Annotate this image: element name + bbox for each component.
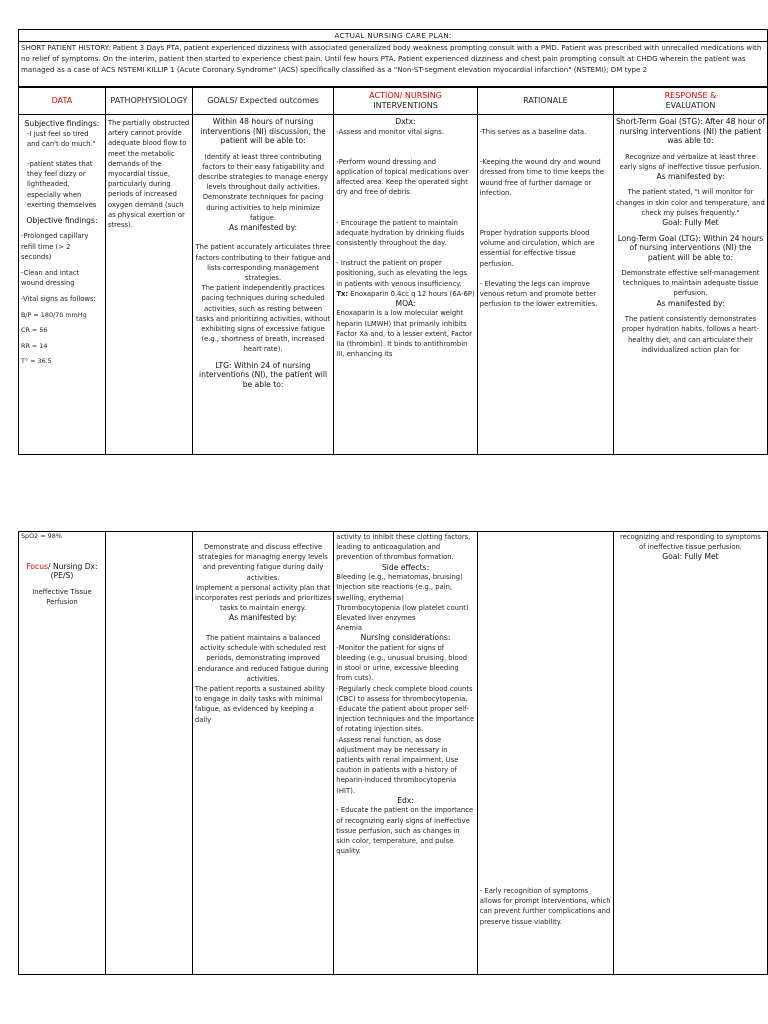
response-cell-continued: [613, 532, 767, 975]
table-header-row: [19, 88, 768, 115]
response-stg-text: Recognize and verbalize at least three early signs of ineffective tissue perfusion.: [619, 152, 762, 171]
stg-heading: Within 48 hours of nursing interventions (NI) discussion, the patient will be able to:: [200, 117, 326, 145]
nursing-consideration-1: -Monitor the patient for signs of bleeding (e.g., unusual bruising, blood in stool or urine, excessive bleeding from cuts).: [336, 643, 468, 683]
table-body-row: [19, 115, 768, 455]
goals-cell: [192, 115, 333, 455]
focus-nursing-dx: [21, 562, 103, 581]
focus-black: / Nursing Dx: (PE/S): [48, 561, 98, 581]
care-plan-table: [18, 87, 768, 455]
response-ltg-heading: Long-Term Goal (LTG): Within 24 hours of nursing interventions (NI) the patient will be able to:: [617, 233, 764, 262]
tx-text: Enoxaparin 0.4cc q 12 hours (6A-6P): [350, 289, 475, 298]
vital-bp: B/P = 180/70 mmHg: [21, 310, 87, 319]
moa-heading: MOA:: [395, 298, 416, 308]
action-cell: [334, 115, 478, 455]
action-header-red: ACTION/ NURSING: [369, 91, 442, 100]
data-cell: [19, 115, 106, 455]
response-ltg-evidence-continued: recognizing and responding to symptoms of ineffective tissue perfusion.: [619, 533, 761, 552]
side-effect-3: Thrombocytopenia (low platelet count): [336, 603, 469, 612]
action-header-black: INTERVENTIONS: [373, 101, 438, 110]
stg-evidence-2: The patient independently practices pacing techniques during scheduled activities, such as resting between tasks and prioritizing activities, without exhibiting signs of excessive fatigue (e.g., shortness of breath, increased heart rate).: [196, 284, 331, 354]
response-manifested-2: As manifested by:: [656, 298, 725, 308]
data-cell-continued: [19, 532, 106, 975]
edx-1: - Educate the patient on the importance of recognizing early signs of ineffective tissue perfusion, such as changes in skin color, temperature, and pulse quality.: [336, 806, 474, 856]
response-cell: [613, 115, 767, 455]
care-plan-page-1: [18, 29, 768, 455]
goals-cell-continued: [192, 532, 333, 975]
nursing-consideration-2: -Regularly check complete blood counts (CBC) to assess for thrombocytopenia.: [336, 684, 473, 703]
subjective-finding-1: -I just feel so tired and can't do much.": [27, 129, 96, 148]
side-effect-4: Elevated liver enzymes: [336, 613, 416, 622]
response-manifested-1: As manifested by:: [656, 171, 725, 181]
care-plan-table-continued: [18, 531, 768, 975]
ltg-heading: LTG: Within 24 of nursing interventions (NI), the patient will be able to:: [199, 360, 328, 389]
rationale-cell-continued: [477, 532, 613, 975]
col-header-action: [334, 88, 478, 115]
subjective-finding-2: -patient states that they feel dizzy or lightheaded, especially when exerting themselves: [27, 159, 97, 209]
rationale-4: - Elevating the legs can improve venous return and promote better perfusion to the lower extremities.: [479, 279, 598, 309]
objective-finding-1: -Prolonged capillary refill time (> 2 seconds): [21, 232, 89, 261]
objective-finding-3: -Vital signs as follows:: [21, 295, 96, 304]
ltg-goal-2: Implement a personal activity plan that incorporates rest periods and prioritizes tasks to maintain energy.: [195, 583, 332, 613]
col-header-goals: GOALS/ Expected outcomes: [192, 88, 333, 115]
goals-manifested-2: As manifested by:: [229, 613, 298, 623]
focus-red: Focus: [26, 561, 48, 571]
nursing-diagnosis: Ineffective Tissue Perfusion: [32, 587, 92, 606]
response-header-red: RESPONSE &: [664, 91, 717, 100]
side-effects-heading: Side effects:: [381, 562, 430, 572]
nursing-consideration-4: -Assess renal function, as dose adjustment may be necessary in patients with renal impairment. Use caution in patients with a history of heparin-induced thrombocytopenia (HIT).: [336, 735, 459, 795]
vital-spo2: SpO2 = 98%: [21, 532, 62, 540]
nursing-consideration-3: -Educate the patient about proper self-injection techniques and the importance of rotating injection sites.: [336, 705, 475, 734]
response-stg-quote: The patient stated, "I will monitor for changes in skin color and temperature, and check my pulses frequently.": [616, 188, 765, 217]
document-title: ACTUAL NURSING CARE PLAN:: [18, 29, 768, 41]
stg-evidence-1: The patient accurately articulates three factors contributing to their fatigue and lists corresponding management strategies.: [195, 243, 331, 283]
col-header-response: [613, 88, 767, 115]
response-stg-heading: Short-Term Goal (STG): After 48 hour of nursing interventions (NI) the patient was able to:: [615, 117, 765, 145]
table-body-row-continued: [19, 532, 768, 975]
edx-heading: Edx:: [397, 795, 414, 805]
ltg-evidence-1: The patient maintains a balanced activity schedule with scheduled rest periods, demonstrating improved endurance and reduced fatigue during activities.: [197, 633, 329, 683]
pathophysiology-text: The partially obstructed artery cannot provide adequate blood flow to meet the metabolic demands of the myocardial tissue, particularly during periods of increased oxygen demand (such as physical exertion or stress).: [107, 119, 190, 230]
action-3: - Encourage the patient to maintain adequate hydration by drinking fluids consistently throughout the day.: [336, 218, 465, 247]
side-effect-1: Bleeding (e.g., hematomas, bruising): [336, 573, 463, 582]
tx-label: Tx:: [336, 289, 349, 298]
action-4: - Instruct the patient on proper positioning, such as elevating the legs in patients with venous insufficiency.: [336, 259, 467, 288]
vital-temp: T° = 36.5: [21, 357, 52, 366]
pathophysiology-cell: [105, 115, 192, 455]
dxtx-heading: Dxtx:: [395, 117, 416, 126]
moa-text: Enoxaparin is a low molecular weight heparin (LMWH) that primarily inhibits Factor Xa and, to a lesser extent, Factor IIa (thrombin). It binds to antithrombin III, enhancing its: [336, 309, 472, 359]
nursing-considerations-heading: Nursing considerations:: [360, 633, 451, 643]
action-2: -Perform wound dressing and application of topical medications over affected area. Keep the operated sight dry and free of debris.: [336, 157, 469, 197]
patient-history: SHORT PATIENT HISTORY: Patient 3 Days PTA, patient experienced dizziness with associated generalized body weakness prompting consult with a PMD. Patient was prescribed with unrecalled medications with no relief of symptoms. On the interim, patient then started to experience chest pain. Until few hours PTA. Patient experienced dizziness and chest pain prompting consult at CHDG wherein the patient was managed as a case of ACS NSTEMI KILLIP 1 (Acute Coronary Syndrome" (ACS) specifically classified as a "Non-ST-segment elevation myocardial infarction" (NSTEMI); DM type 2: [18, 41, 768, 87]
response-goal-1: Goal: Fully Met: [662, 218, 719, 228]
col-header-rationale: RATIONALE: [477, 88, 613, 115]
response-goal-2: Goal: Fully Met: [662, 552, 719, 562]
stg-goal-1: Identify at least three contributing factors to their easy fatigability and describe strategies to manage energy levels throughout daily activities.: [198, 152, 328, 192]
ltg-goal-1: Demonstrate and discuss effective strategies for managing energy levels and preventing fatigue during daily activities.: [198, 543, 328, 582]
moa-text-continued: activity to inhibit these clotting factors, leading to anticoagulation and prevention of thrombus formation.: [336, 533, 471, 562]
action-cell-continued: [334, 532, 478, 975]
side-effect-5: Anemia: [336, 624, 363, 633]
goals-manifested-1: As manifested by:: [229, 222, 298, 232]
pathophysiology-cell-continued: [105, 532, 192, 975]
side-effect-2: Injection site reactions (e.g., pain, swelling, erythema): [336, 583, 453, 602]
care-plan-page-2: [18, 531, 768, 975]
rationale-5: - Early recognition of symptoms allows for prompt interventions, which can prevent further complications and preserve tissue viability.: [479, 887, 611, 926]
objective-finding-2: -Clean and intact wound dressing: [21, 269, 80, 288]
rationale-cell: [477, 115, 613, 455]
col-header-pathophysiology: PATHOPHYSIOLOGY: [105, 88, 192, 115]
objective-title: Objective findings:: [26, 215, 98, 225]
response-ltg-text: Demonstrate effective self-management techniques to maintain adequate tissue perfusion.: [621, 269, 760, 298]
ltg-evidence-2: The patient reports a sustained ability to engage in daily tasks with minimal fatigue, as evidenced by keeping a daily: [194, 684, 325, 724]
col-header-data: DATA: [19, 88, 106, 115]
subjective-title: Subjective findings:: [24, 119, 100, 128]
stg-goal-2: Demonstrate techniques for pacing during activities to help minimize fatigue.: [202, 193, 324, 222]
rationale-3: Proper hydration supports blood volume and circulation, which are essential for effective tissue perfusion.: [479, 229, 595, 268]
rationale-1: -This serves as a baseline data.: [479, 128, 587, 136]
response-header-black: EVALUATION: [665, 101, 716, 110]
rationale-2: -Keeping the wound dry and wound dressed from time to time keeps the wound free of further damage or infection.: [479, 158, 604, 197]
vital-rr: RR = 14: [21, 341, 48, 350]
action-1: -Assess and monitor vital signs.: [336, 127, 444, 136]
response-ltg-evidence: The patient consistently demonstrates proper hydration habits, follows a heart-healthy diet, and can articulate their individualized action plan for: [621, 315, 760, 354]
vital-cr: CR = 56: [21, 326, 48, 335]
